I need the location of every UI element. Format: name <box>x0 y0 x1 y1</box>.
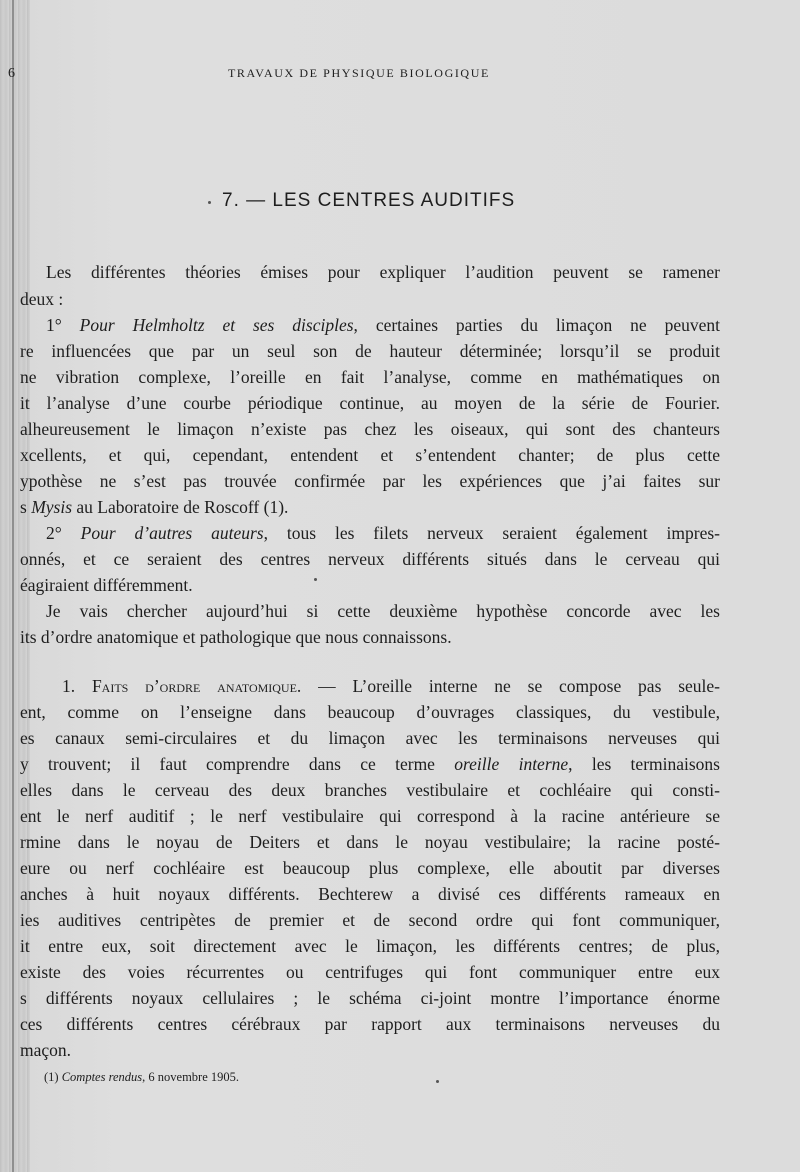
body-line: alheureusement le limaçon n’existe pas chez les oiseaux, qui sont des chanteurs <box>20 419 720 439</box>
italic-term: Mysis <box>31 497 73 517</box>
body-line: anches à huit noyaux différents. Bechterew a divisé ces différents rameaux en <box>20 884 720 904</box>
list-number: 1° <box>46 315 62 335</box>
line-text: — L’oreille interne ne se compose pas seule- <box>301 676 720 696</box>
body-line: maçon. <box>20 1040 72 1060</box>
scan-speck <box>208 201 211 204</box>
small-caps-heading: Faits d’ordre anatomique. <box>91 676 302 696</box>
list-number: 2° <box>46 523 62 543</box>
section-title: 7. — LES CENTRES AUDITIFS <box>222 190 516 211</box>
body-line: Je vais chercher aujourd’hui si cette deuxième hypothèse concorde avec les <box>46 601 720 621</box>
scan-speck <box>436 1080 439 1083</box>
body-line: its d’ordre anatomique et pathologique que nous connaissons. <box>20 627 452 647</box>
page-edge-line <box>12 0 14 1172</box>
body-line <box>46 315 720 336</box>
line-text: , certaines parties du limaçon ne peuvent <box>353 315 720 335</box>
footnote <box>44 1070 239 1085</box>
body-line: éagiraient différemment. <box>20 575 193 595</box>
body-line <box>62 676 720 697</box>
body-line: ies auditives centripètes de premier et de second ordre qui font communiquer, <box>20 910 720 930</box>
body-line: it l’analyse d’une courbe périodique continue, au moyen de la série de Fourier. <box>20 393 720 413</box>
body-line: ent, comme on l’enseigne dans beaucoup d’ouvrages classiques, du vestibule, <box>20 702 720 722</box>
page-number: 6 <box>8 66 15 81</box>
body-line: Les différentes théories émises pour expliquer l’audition peuvent se ramener <box>46 262 720 282</box>
body-line <box>20 497 725 518</box>
body-line <box>20 754 720 775</box>
footnote-text: , 6 novembre 1905. <box>142 1070 240 1084</box>
body-line: ne vibration complexe, l’oreille en fait l’analyse, comme en mathématiques on <box>20 367 720 387</box>
body-line: existe des voies récurrentes ou centrifuges qui font communiquer entre eux <box>20 962 720 982</box>
footnote-italic: Comptes rendus <box>61 1070 143 1084</box>
list-number: 1. <box>62 676 76 696</box>
italic-term: oreille interne <box>454 754 569 774</box>
body-line: deux : <box>20 289 64 309</box>
body-line: rmine dans le noyau de Deiters et dans le noyau vestibulaire; la racine posté- <box>20 832 720 852</box>
scan-speck <box>314 578 317 581</box>
italic-heading: Pour d’autres auteurs <box>80 523 264 543</box>
body-line: eure ou nerf cochléaire est beaucoup plus complexe, elle aboutit par diverses <box>20 858 720 878</box>
body-line: ent le nerf auditif ; le nerf vestibulaire qui correspond à la racine antérieure se <box>20 806 720 826</box>
body-line: re influencées que par un seul son de hauteur déterminée; lorsqu’il se produit <box>20 341 720 361</box>
body-line: s différents noyaux cellulaires ; le schéma ci-joint montre l’importance énorme <box>20 988 720 1008</box>
body-line: es canaux semi-circulaires et du limaçon avec les terminaisons nerveuses qui <box>20 728 720 748</box>
line-text: au Laboratoire de Roscoff (1). <box>72 497 289 517</box>
running-title: TRAVAUX DE PHYSIQUE BIOLOGIQUE <box>228 66 490 80</box>
body-line: ces différents centres cérébraux par rapport aux terminaisons nerveuses du <box>20 1014 720 1034</box>
body-line: it entre eux, soit directement avec le limaçon, les différents centres; de plus, <box>20 936 720 956</box>
footnote-marker: (1) <box>44 1070 59 1084</box>
body-line: elles dans le cerveau des deux branches vestibulaire et cochléaire qui consti- <box>20 780 720 800</box>
line-text: y trouvent; il faut comprendre dans ce terme <box>20 754 455 774</box>
line-text: , les terminaisons <box>568 754 720 774</box>
line-text: s <box>20 497 32 517</box>
body-line: ypothèse ne s’est pas trouvée confirmée par les expériences que j’ai faites sur <box>20 471 720 491</box>
body-line <box>46 523 720 544</box>
body-line: xcellents, et qui, cependant, entendent et s’entendent chanter; de plus cette <box>20 445 720 465</box>
body-line: onnés, et ce seraient des centres nerveux différents situés dans le cerveau qui <box>20 549 720 569</box>
line-text: , tous les filets nerveux seraient également impres- <box>263 523 720 543</box>
italic-heading: Pour Helmholtz et ses disciples <box>79 315 354 335</box>
